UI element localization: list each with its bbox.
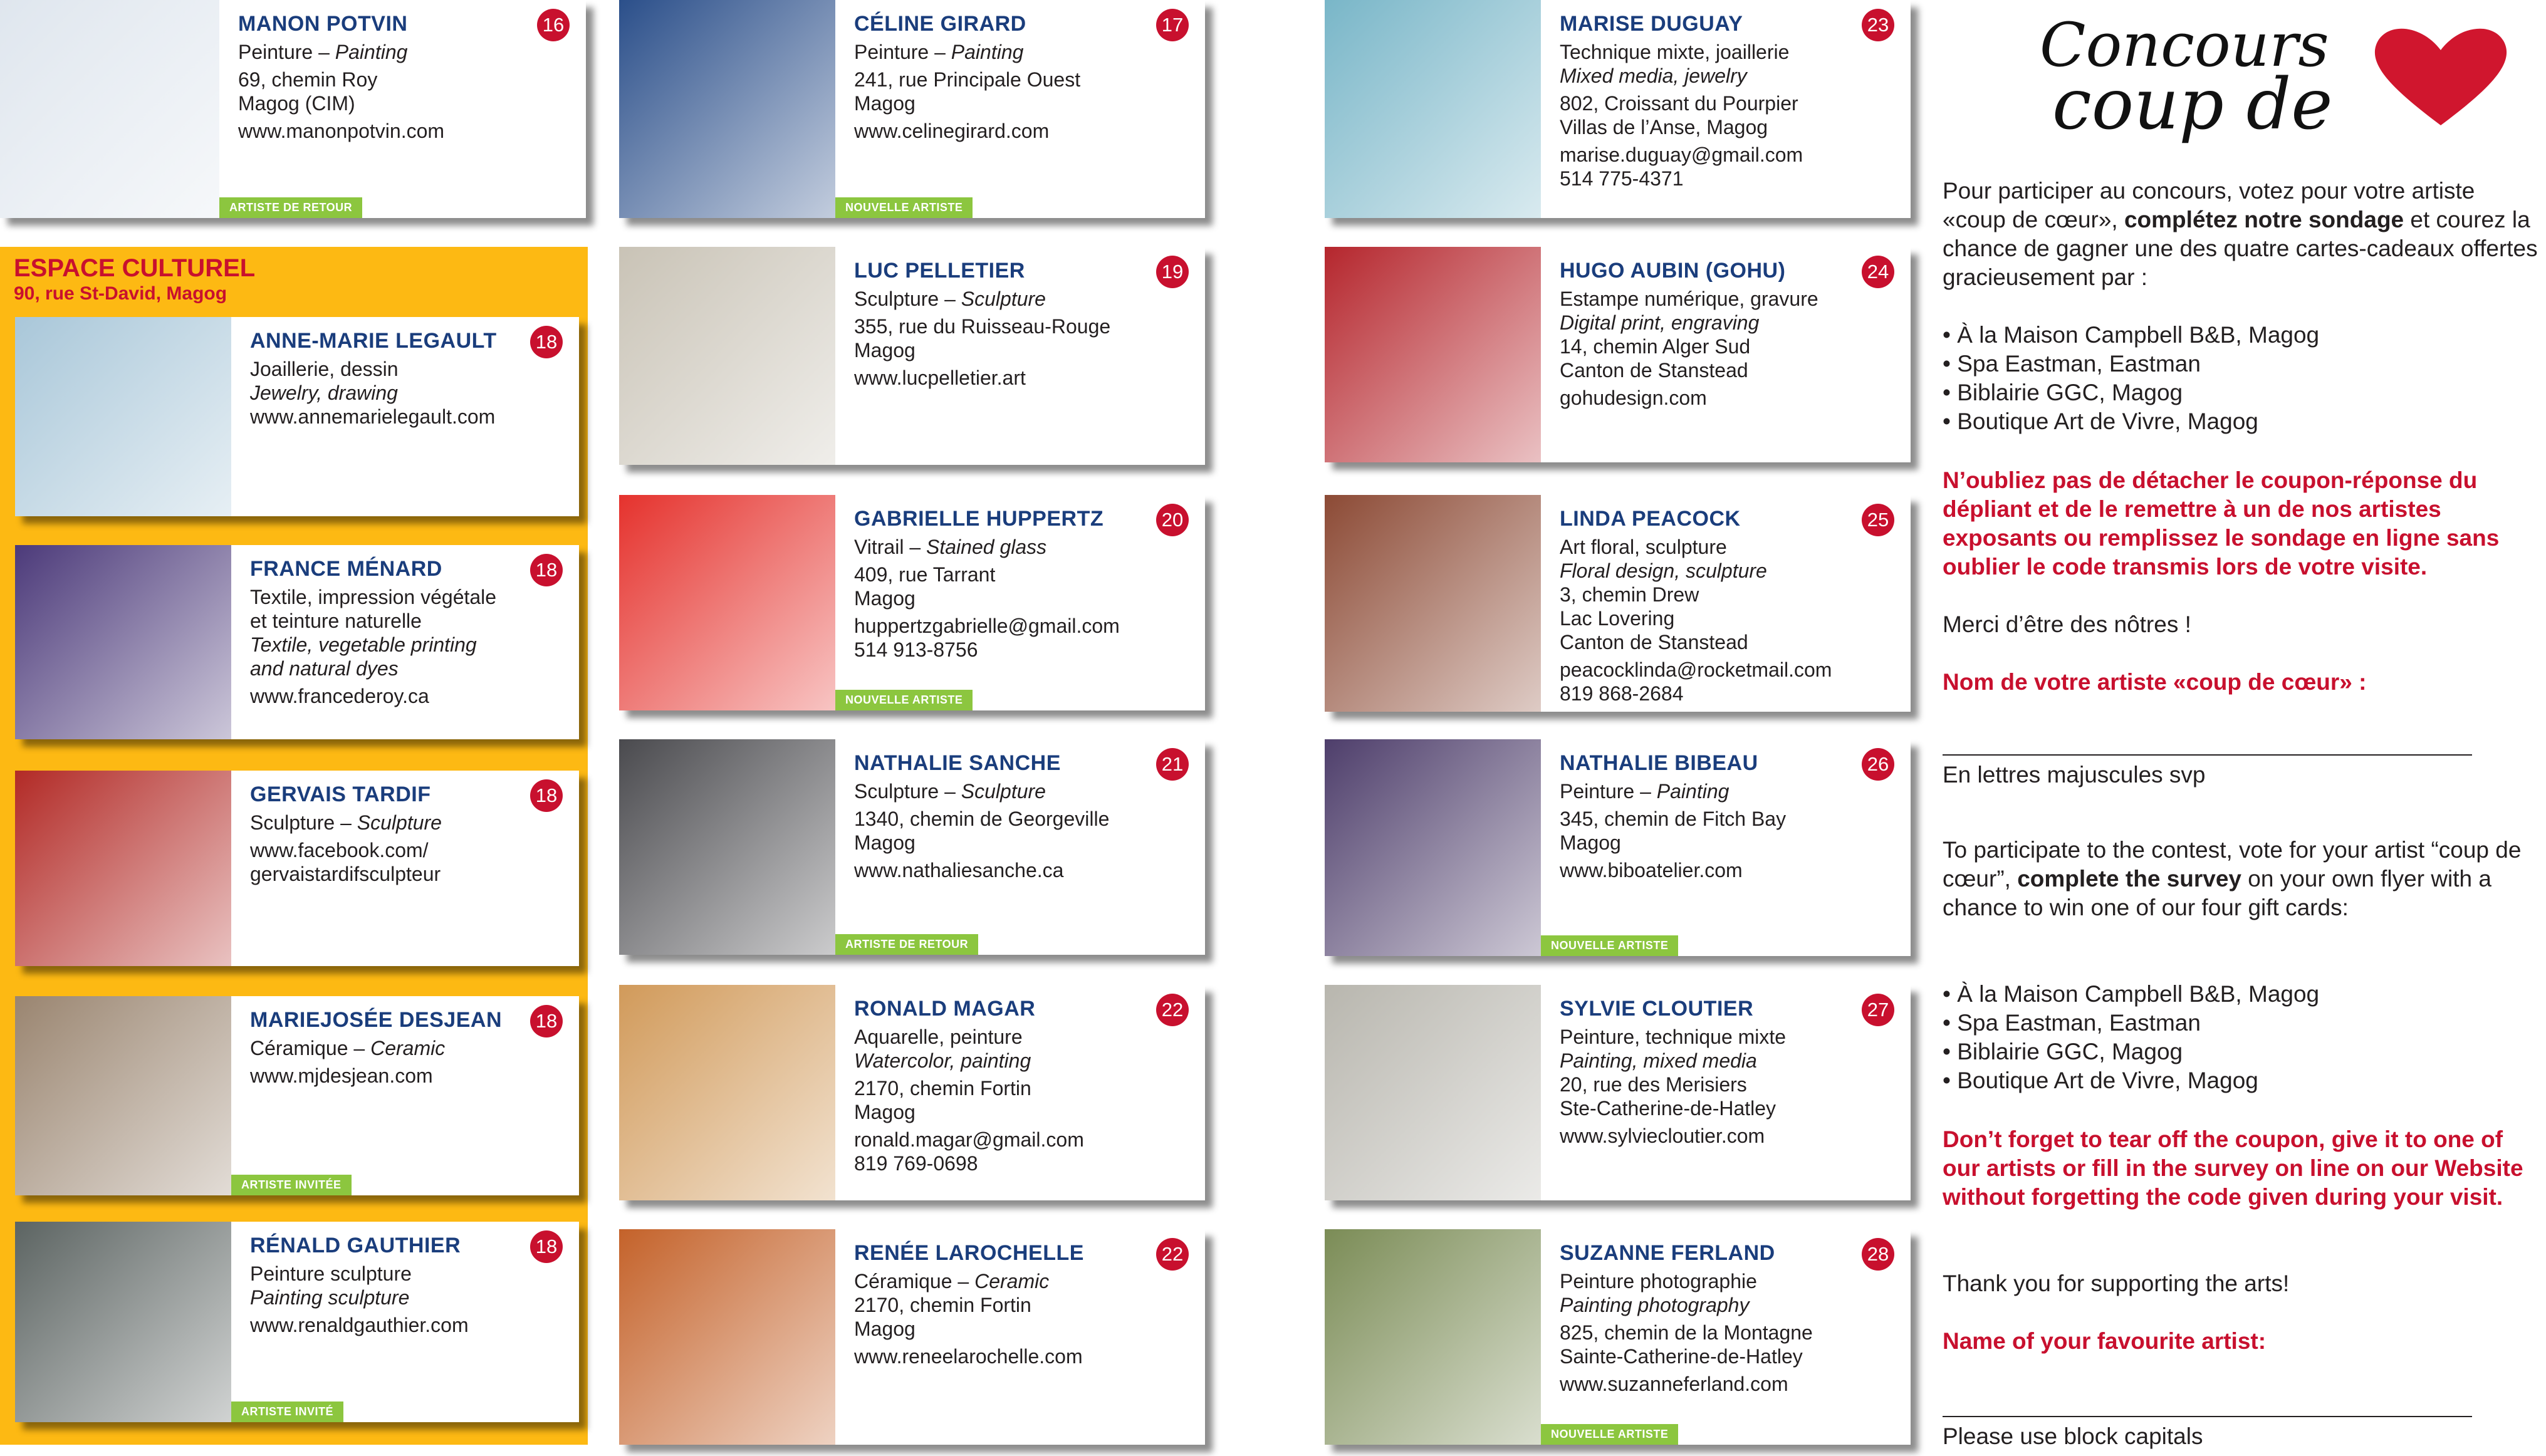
artwork-image [1325,1229,1541,1445]
en-caps-note: Please use block capitals [1943,1423,2203,1449]
artist-detail: 355, rue du Ruisseau-Rouge [854,315,1111,338]
artist-info [854,11,1167,143]
artist-detail: Joaillerie, dessin [250,358,399,380]
artist-number-badge: 22 [1156,1238,1189,1271]
artist-number-badge: 26 [1862,748,1894,781]
artwork-image [619,1229,835,1445]
artist-name: GERVAIS TARDIF [250,783,431,806]
sponsor-item: • Biblairie GGC, Magog [1943,380,2183,405]
artist-detail[interactable]: www.renaldgauthier.com [250,1314,469,1336]
artist-detail: 409, rue Tarrant [854,563,996,586]
artist-card [0,0,586,218]
artist-name: NATHALIE BIBEAU [1560,751,1758,775]
artist-detail: Peinture photographie [1560,1270,1757,1292]
artist-detail: 2170, chemin Fortin [854,1294,1031,1316]
artwork-image [15,771,231,966]
fr-thanks: Merci d’être des nôtres ! [1943,611,2191,637]
artist-detail: Magog [854,1101,916,1123]
artist-detail: Painting, mixed media [1560,1049,1757,1072]
fr-name-line[interactable] [1943,754,2472,756]
artist-detail-english: Stained glass [926,536,1047,558]
artist-detail: Peinture, technique mixte [1560,1026,1787,1048]
artist-detail[interactable]: www.facebook.com/ [250,839,429,861]
artist-detail: Aquarelle, peinture [854,1026,1023,1048]
artist-detail: Painting sculpture [250,1286,410,1309]
artist-detail: Magog [854,1318,916,1340]
artist-detail: Magog [854,339,916,361]
artist-info [1560,11,1873,190]
artist-detail: 514 775-4371 [1560,167,1684,190]
artist-detail[interactable]: www.biboatelier.com [1560,859,1743,881]
artist-name: GABRIELLE HUPPERTZ [854,507,1104,531]
artist-number-badge: 18 [530,1230,563,1263]
artist-card [15,771,579,966]
artist-detail: 345, chemin de Fitch Bay [1560,808,1787,830]
artist-detail[interactable]: marise.duguay@gmail.com [1560,143,1803,166]
artist-detail-english: Ceramic [974,1270,1050,1292]
artist-detail: Estampe numérique, gravure [1560,288,1818,310]
fr-sponsor-list [1943,321,2319,436]
artist-info [250,328,541,429]
logo-line-1: Concours [2040,10,2329,80]
artist-detail: Peinture sculpture [250,1262,412,1285]
artist-detail: Ste-Catherine-de-Hatley [1560,1097,1776,1120]
artist-detail: 241, rue Principale Ouest [854,68,1081,91]
artist-name: FRANCE MÉNARD [250,557,442,581]
artist-info [250,1233,541,1337]
artist-card [15,317,579,516]
en-name-line[interactable] [1943,1416,2472,1417]
artist-name: LINDA PEACOCK [1560,507,1741,531]
artist-detail: Painting photography [1560,1294,1750,1316]
artist-card [15,545,579,739]
sponsor-item: • Spa Eastman, Eastman [1943,351,2201,377]
sponsor-item: • À la Maison Campbell B&B, Magog [1943,981,2320,1007]
artist-detail-english: Sculpture [961,288,1046,310]
en-thanks: Thank you for supporting the arts! [1943,1271,2290,1296]
artist-detail: Sculpture – Sculpture [854,288,1046,310]
artist-detail: Floral design, sculpture [1560,559,1767,582]
en-sponsor-list [1943,980,2319,1095]
artist-number-badge: 16 [537,9,570,41]
artist-detail: Textile, impression végétale [250,586,497,608]
artwork-image [1325,0,1541,218]
artist-number-badge: 20 [1156,504,1189,536]
artist-number-badge: 19 [1156,256,1189,288]
artwork-image [15,317,231,516]
sponsor-item: • Biblairie GGC, Magog [1943,1039,2183,1064]
espace-culturel-title: ESPACE CULTUREL [14,254,256,282]
artist-name: MARISE DUGUAY [1560,12,1743,36]
artist-detail[interactable]: www.francederoy.ca [250,685,429,707]
artist-detail[interactable]: www.nathaliesanche.ca [854,859,1064,881]
artist-detail: Magog [854,587,916,610]
artist-detail: Watercolor, painting [854,1049,1031,1072]
en-name-label: Name of your favourite artist: [1943,1328,2267,1354]
sponsor-item: • Boutique Art de Vivre, Magog [1943,1068,2258,1093]
artist-detail: Jewelry, drawing [250,382,398,404]
espace-culturel-address: 90, rue St-David, Magog [14,283,227,304]
sponsor-item: • Spa Eastman, Eastman [1943,1010,2201,1036]
artist-detail: Céramique – Ceramic [250,1037,446,1059]
artist-info [854,1240,1167,1368]
artist-detail[interactable]: www.lucpelletier.art [854,367,1026,389]
fr-name-label: Nom de votre artiste «coup de cœur» : [1943,669,2367,695]
artist-status-tag: NOUVELLE ARTISTE [1541,1424,1678,1445]
artwork-image [619,985,835,1200]
artist-info [854,751,1167,882]
artist-info [1560,1240,1873,1396]
artist-detail: Digital print, engraving [1560,311,1760,334]
artist-detail: Villas de l’Anse, Magog [1560,116,1768,138]
artist-info [1560,751,1873,882]
artist-info [854,258,1167,390]
artist-card [619,739,1205,955]
en-intro: To participate to the contest, vote for your artist “coup de cœur”, complete the survey on your own flyer with a chance to win one of our four gift cards: [1943,837,2522,920]
artist-info [250,556,541,708]
artist-name: ANNE-MARIE LEGAULT [250,329,497,353]
artist-name: RÉNALD GAUTHIER [250,1234,461,1257]
artist-detail[interactable]: www.suzanneferland.com [1560,1373,1788,1395]
artist-detail: 802, Croissant du Pourpier [1560,92,1798,115]
artist-card [619,985,1205,1200]
artwork-image [619,247,835,465]
artist-name: SYLVIE CLOUTIER [1560,997,1754,1021]
artist-status-tag: ARTISTE DE RETOUR [835,934,978,955]
artist-detail: 1340, chemin de Georgeville [854,808,1110,830]
artist-status-tag: ARTISTE INVITÉ [231,1401,343,1422]
artwork-image [619,495,835,710]
artist-detail: Magog [854,831,916,854]
fr-intro: Pour participer au concours, votez pour votre artiste «coup de cœur», complétez notre sondage et courez la chance de gagner une des quatre cartes-cadeaux offertes gracieusement par : [1943,178,2538,290]
artist-detail: Peinture – Painting [854,41,1024,63]
artist-status-tag: ARTISTE DE RETOUR [219,197,362,218]
artist-detail: Mixed media, jewelry [1560,65,1747,87]
artist-detail: Art floral, sculpture [1560,536,1727,558]
artist-detail[interactable]: gohudesign.com [1560,387,1707,409]
artwork-image [15,996,231,1195]
artist-status-tag: ARTISTE INVITÉE [231,1175,352,1195]
artist-name: CÉLINE GIRARD [854,12,1026,36]
artist-card [619,247,1205,465]
artist-detail: 825, chemin de la Montagne [1560,1321,1813,1344]
artist-number-badge: 18 [530,1005,563,1037]
artist-detail[interactable]: peacocklinda@rocketmail.com [1560,658,1832,681]
sponsor-item: • À la Maison Campbell B&B, Magog [1943,322,2320,348]
artist-detail-english: Painting [1656,780,1730,803]
artist-name: SUZANNE FERLAND [1560,1241,1775,1265]
artist-card [15,1222,579,1422]
artist-detail: Magog [1560,831,1621,854]
artist-detail-english: Painting [951,41,1024,63]
artist-status-tag: NOUVELLE ARTISTE [1541,935,1678,956]
artist-number-badge: 17 [1156,9,1189,41]
artist-card [1325,0,1911,218]
artist-detail: 2170, chemin Fortin [854,1077,1031,1100]
artist-detail[interactable]: www.manonpotvin.com [238,120,445,142]
artist-detail: gervaistardifsculpteur [250,863,441,885]
artist-detail: Magog [854,92,916,115]
artist-info [854,996,1167,1175]
artwork-image [619,739,835,955]
artist-info [1560,258,1873,410]
artist-number-badge: 28 [1862,1238,1894,1271]
logo-line-2: coup de [2052,64,2333,144]
artist-card [1325,739,1911,956]
artist-detail: 819 868-2684 [1560,682,1684,705]
artist-detail: and natural dyes [250,657,399,680]
artist-detail: Canton de Stanstead [1560,359,1748,382]
artwork-image [0,0,219,218]
artist-detail[interactable]: www.reneelarochelle.com [854,1345,1083,1368]
artist-status-tag: NOUVELLE ARTISTE [835,690,973,710]
fr-reminder: N’oubliez pas de détacher le coupon-réponse du dépliant et de le remettre à un de nos artistes exposants ou remplissez le sondage en ligne sans oublier le code transmis lors de votre visite. [1943,467,2500,580]
artist-detail: Magog (CIM) [238,92,355,115]
artist-name: RONALD MAGAR [854,997,1036,1021]
artist-number-badge: 25 [1862,504,1894,536]
artist-detail-english: Sculpture [961,780,1046,803]
artist-detail: Peinture – Painting [1560,780,1730,803]
artist-name: HUGO AUBIN (GOHU) [1560,259,1786,283]
artist-card [619,1229,1205,1445]
artist-detail: 14, chemin Alger Sud [1560,335,1751,358]
artwork-image [619,0,835,218]
artist-detail: 819 769-0698 [854,1152,978,1175]
artwork-image [1325,247,1541,462]
artist-card [1325,495,1911,712]
artist-number-badge: 24 [1862,256,1894,288]
artist-number-badge: 18 [530,779,563,812]
artist-detail: 3, chemin Drew [1560,583,1699,606]
artist-name: NATHALIE SANCHE [854,751,1061,775]
artist-detail: Sainte-Catherine-de-Hatley [1560,1345,1803,1368]
artist-detail: Céramique – Ceramic [854,1270,1050,1292]
artist-detail-english: Ceramic [370,1037,446,1059]
artist-card [619,495,1205,710]
artist-detail: et teinture naturelle [250,610,422,632]
artist-info [854,506,1167,662]
artist-detail[interactable]: ronald.magar@gmail.com [854,1128,1084,1151]
artist-detail[interactable]: www.annemarielegault.com [250,405,496,428]
artist-detail: 69, chemin Roy [238,68,378,91]
artwork-image [1325,495,1541,712]
artist-info [1560,506,1873,705]
artist-number-badge: 21 [1156,748,1189,781]
artist-number-badge: 22 [1156,994,1189,1026]
artwork-image [1325,739,1541,956]
artist-detail: Canton de Stanstead [1560,631,1748,653]
artist-detail: Textile, vegetable printing [250,633,477,656]
artist-name: MARIEJOSÉE DESJEAN [250,1008,502,1032]
artist-number-badge: 27 [1862,994,1894,1026]
artist-name: MANON POTVIN [238,12,408,36]
en-reminder: Don’t forget to tear off the coupon, give it to one of our artists or fill in the survey on line on our Website without forgetting the code given during your visit. [1943,1126,2523,1210]
fr-caps-note: En lettres majuscules svp [1943,762,2206,788]
artist-detail-english: Sculpture [357,811,442,834]
artwork-image [15,1222,231,1422]
artist-card [15,996,579,1195]
artist-detail[interactable]: www.celinegirard.com [854,120,1050,142]
artist-name: RENÉE LAROCHELLE [854,1241,1084,1265]
artist-detail-english: Painting [335,41,408,63]
artist-status-tag: NOUVELLE ARTISTE [835,197,973,218]
artist-detail: Technique mixte, joaillerie [1560,41,1790,63]
artist-detail: Sculpture – Sculpture [854,780,1046,803]
artist-detail[interactable]: huppertzgabrielle@gmail.com [854,615,1120,637]
artist-info [250,1007,541,1088]
contest-panel [1943,0,2544,1456]
artist-info [238,11,548,143]
artist-name: LUC PELLETIER [854,259,1025,283]
artist-info [1560,996,1873,1148]
artist-card [619,0,1205,218]
artist-detail: 514 913-8756 [854,638,978,661]
artist-number-badge: 18 [530,554,563,586]
sponsor-item: • Boutique Art de Vivre, Magog [1943,408,2258,434]
artist-card [1325,985,1911,1200]
artist-detail[interactable]: www.mjdesjean.com [250,1064,433,1087]
artwork-image [15,545,231,739]
artist-detail: Peinture – Painting [238,41,408,63]
artist-detail: 20, rue des Merisiers [1560,1073,1747,1096]
artist-number-badge: 23 [1862,9,1894,41]
artist-info [250,782,541,886]
artist-detail: Lac Lovering [1560,607,1675,630]
artist-detail[interactable]: www.sylviecloutier.com [1560,1125,1765,1147]
artist-detail: Vitrail – Stained glass [854,536,1047,558]
artist-number-badge: 18 [530,326,563,358]
artist-detail: Sculpture – Sculpture [250,811,442,834]
artist-card [1325,1229,1911,1445]
artwork-image [1325,985,1541,1200]
artist-card [1325,247,1911,462]
